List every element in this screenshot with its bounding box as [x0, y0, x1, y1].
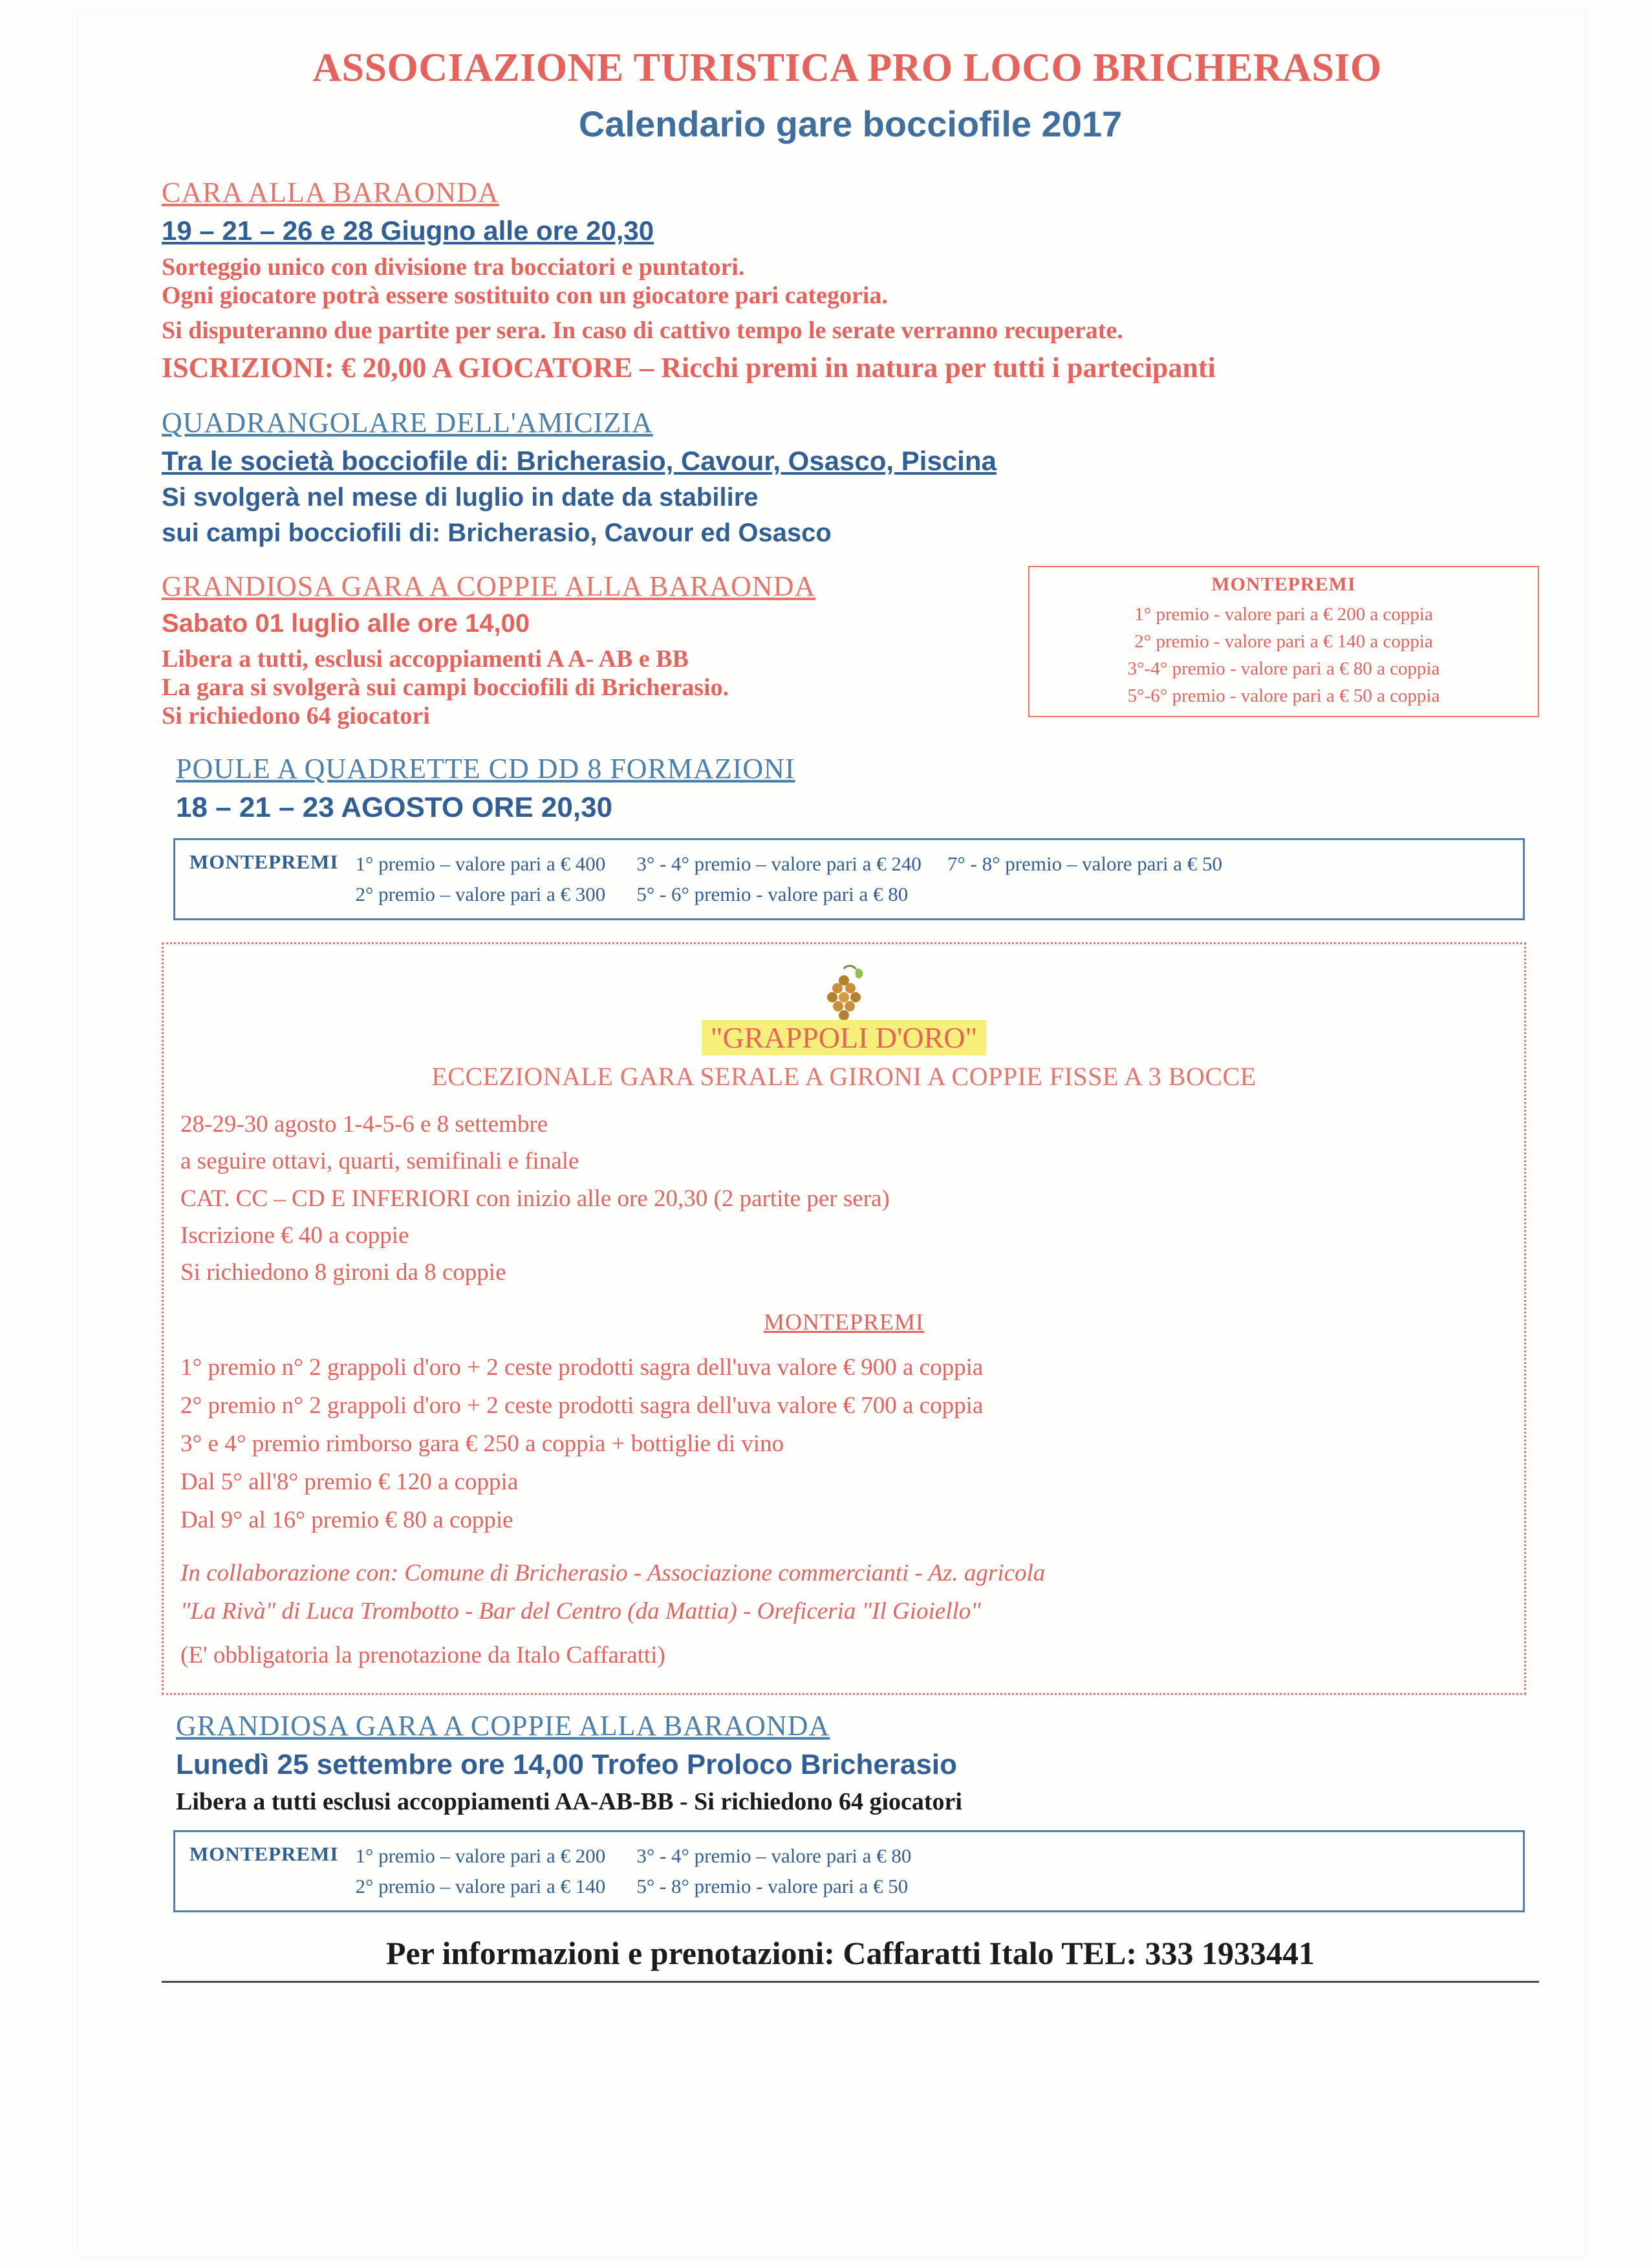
prize-box-poule — [173, 838, 1525, 920]
quadrangolare-line-1: Tra le società bocciofile di: Bricherasio, Cavour, Osasco, Piscina — [162, 446, 997, 476]
coppie-luglio-line-2: La gara si svolgerà sui campi bocciofili di Bricherasio. — [162, 674, 729, 701]
prize-row: 5°-6° premio - valore pari a € 50 a coppia — [1127, 686, 1440, 707]
prize-row: 3° - 4° premio – valore pari a € 80 — [636, 1844, 912, 1868]
baraonda-line-1: Sorteggio unico con divisione tra bocciatori e puntatori. — [162, 254, 745, 281]
prize-row: 3°-4° premio - valore pari a € 80 a coppia — [1127, 658, 1440, 680]
section-heading-coppie-settembre: GRANDIOSA GARA A COPPIE ALLA BARAONDA — [176, 1710, 830, 1742]
grape-cluster-icon — [821, 964, 867, 1023]
prize-row: 5° - 8° premio - valore pari a € 50 — [636, 1874, 909, 1897]
prize-column — [636, 1841, 937, 1901]
coppie-settembre-line-1: Libera a tutti esclusi accoppiamenti AA-AB-BB - Si richiedono 64 giocatori — [176, 1788, 962, 1816]
grappoli-prize-row: Dal 9° al 16° premio € 80 a coppie — [180, 1507, 513, 1534]
prize-column — [947, 849, 1253, 909]
prize-column — [636, 849, 947, 909]
baraonda-line-3: Si disputeranno due partite per sera. In caso di cattivo tempo le serate verranno recuperate. — [162, 317, 1123, 344]
prize-box-coppie-luglio — [1028, 566, 1539, 717]
section-heading-coppie-luglio: GRANDIOSA GARA A COPPIE ALLA BARAONDA — [162, 570, 816, 602]
grappoli-doro-panel — [162, 942, 1526, 1695]
grappoli-line-5: Si richiedono 8 gironi da 8 coppie — [180, 1259, 506, 1286]
section-heading-poule: POULE A QUADRETTE CD DD 8 FORMAZIONI — [176, 753, 795, 784]
grappoli-line-3: CAT. CC – CD E INFERIORI con inizio alle ore 20,30 (2 partite per sera) — [180, 1185, 890, 1212]
quadrangolare-line-3: sui campi bocciofili di: Bricherasio, Cavour ed Osasco — [162, 519, 832, 547]
prize-row: 2° premio - valore pari a € 140 a coppia — [1134, 631, 1433, 653]
prize-box-label: MONTEPREMI — [189, 850, 339, 873]
coppie-settembre-date: Lunedì 25 settembre ore 14,00 Trofeo Proloco Bricherasio — [176, 1749, 957, 1781]
baraonda-dates: 19 – 21 – 26 e 28 Giugno alle ore 20,30 — [162, 215, 654, 246]
prize-row: 5° - 6° premio - valore pari a € 80 — [636, 882, 909, 905]
prize-row: 2° premio – valore pari a € 300 — [355, 882, 606, 905]
prize-row: 1° premio - valore pari a € 200 a coppia — [1134, 604, 1433, 625]
grappoli-title-text: "GRAPPOLI D'ORO" — [702, 1020, 987, 1055]
grappoli-line-1: 28-29-30 agosto 1-4-5-6 e 8 settembre — [180, 1111, 548, 1138]
grappoli-line-4: Iscrizione € 40 a coppie — [180, 1222, 409, 1249]
grappoli-prize-row: 1° premio n° 2 grappoli d'oro + 2 ceste prodotti sagra dell'uva valore € 900 a coppia — [180, 1354, 984, 1381]
poule-dates: 18 – 21 – 23 AGOSTO ORE 20,30 — [176, 792, 613, 823]
prize-box-coppie-settembre — [173, 1830, 1525, 1912]
coppie-luglio-line-3: Si richiedono 64 giocatori — [162, 702, 430, 729]
baraonda-line-2: Ogni giocatore potrà essere sostituito con un giocatore pari categoria. — [162, 282, 888, 309]
baraonda-iscrizioni: ISCRIZIONI: € 20,00 A GIOCATORE – Ricchi premi in natura per tutti i partecipanti — [162, 352, 1216, 383]
grappoli-prize-row: 3° e 4° premio rimborso gara € 250 a coppia + bottiglie di vino — [180, 1431, 784, 1458]
grappoli-subtitle: ECCEZIONALE GARA SERALE A GIRONI A COPPIE FISSE A 3 BOCCE — [431, 1062, 1256, 1091]
footer-contact: Per informazioni e prenotazioni: Caffaratti Italo TEL: 333 1933441 — [386, 1935, 1315, 1972]
prize-box-title: MONTEPREMI — [1211, 574, 1356, 595]
section-heading-baraonda: CARA ALLA BARAONDA — [162, 177, 499, 208]
prize-row: 1° premio – valore pari a € 200 — [355, 1844, 606, 1868]
page-title: ASSOCIAZIONE TURISTICA PRO LOCO BRICHERASIO — [312, 46, 1382, 90]
quadrangolare-line-2: Si svolgerà nel mese di luglio in date da stabilire — [162, 483, 759, 512]
prize-row: 7° - 8° premio – valore pari a € 50 — [947, 852, 1222, 875]
page-subtitle: Calendario gare bocciofile 2017 — [578, 103, 1123, 144]
coppie-luglio-date: Sabato 01 luglio alle ore 14,00 — [162, 609, 530, 638]
prize-column — [355, 849, 636, 909]
grappoli-collaboration-2: "La Rivà" di Luca Trombotto - Bar del Centro (da Mattia) - Oreficeria "Il Gioiello" — [180, 1597, 981, 1625]
prize-row: 2° premio – valore pari a € 140 — [355, 1874, 606, 1897]
prize-box-label: MONTEPREMI — [189, 1842, 339, 1866]
grappoli-prizes-title: MONTEPREMI — [763, 1308, 924, 1335]
section-heading-quadrangolare: QUADRANGOLARE DELL'AMICIZIA — [162, 407, 653, 438]
grappoli-booking-note: (E' obbligatoria la prenotazione da Italo Caffaratti) — [180, 1642, 665, 1669]
grappoli-prize-row: 2° premio n° 2 grappoli d'oro + 2 ceste prodotti sagra dell'uva valore € 700 a coppia — [180, 1392, 984, 1419]
footer-divider — [162, 1981, 1539, 1983]
prize-column — [355, 1841, 636, 1901]
grappoli-title — [180, 1021, 1507, 1055]
coppie-luglio-line-1: Libera a tutti, esclusi accoppiamenti A A- AB e BB — [162, 645, 689, 673]
grappoli-prize-row: Dal 5° all'8° premio € 120 a coppia — [180, 1469, 519, 1496]
grappoli-line-2: a seguire ottavi, quarti, semifinali e finale — [180, 1148, 579, 1175]
grappoli-collaboration-1: In collaborazione con: Comune di Bricherasio - Associazione commercianti - Az. agricola — [180, 1559, 1046, 1586]
prize-row: 3° - 4° premio – valore pari a € 240 — [636, 852, 921, 875]
prize-row: 1° premio – valore pari a € 400 — [355, 852, 606, 875]
document-content — [162, 45, 1539, 1983]
